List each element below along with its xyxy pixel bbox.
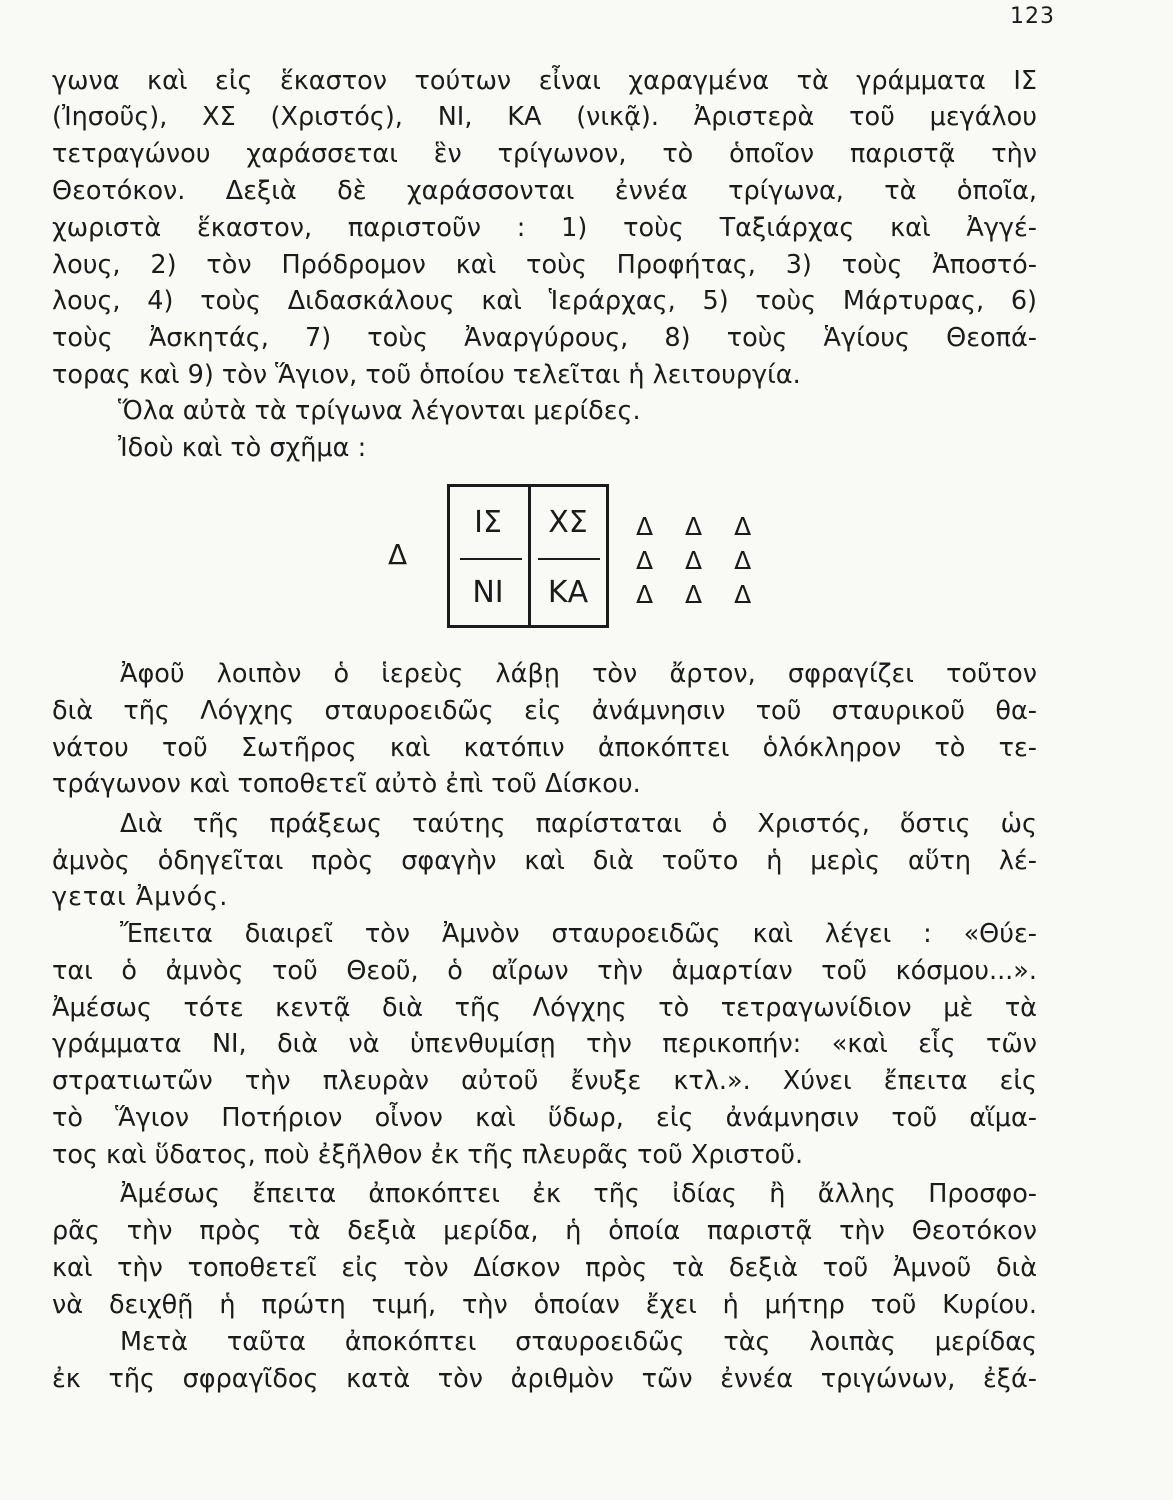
text-line: ἐκ τῆς σφραγῖδος κατὰ τὸν ἀριθμὸν τῶν ἐννέα τριγώνων, ἐξά- — [52, 1364, 1037, 1394]
text-line: ἀμνὸς ὁδηγεῖται πρὸς σφαγὴν καὶ διὰ τοῦτο ἡ μερὶς αὕτη λέ- — [52, 846, 1037, 876]
text-line: λους, 2) τὸν Πρόδρομον καὶ τοὺς Προφήτας, 3) τοὺς Ἀποστό- — [52, 250, 1037, 280]
text-line: στρατιωτῶν τὴν πλευρὰν αὐτοῦ ἔνυξε κτλ.». Χύνει ἔπειτα εἰς — [52, 1066, 1037, 1096]
text-line: διὰ τῆς Λόγχης σταυροειδῶς εἰς ἀνάμνησιν τοῦ σταυρικοῦ θα- — [52, 696, 1037, 726]
triangle-row: Δ Δ Δ — [636, 512, 764, 541]
grid-divider-horizontal — [460, 558, 522, 560]
grid-cell: ΧΣ — [548, 505, 588, 540]
text-line: Ἰδοὺ καὶ τὸ σχῆμα : — [118, 433, 367, 463]
grid-cell: ΚΑ — [547, 575, 589, 610]
grid-cell: ΙΣ — [474, 505, 502, 540]
text-line: λους, 4) τοὺς Διδασκάλους καὶ Ἱεράρχας, 5) τοὺς Μάρτυρας, 6) — [52, 286, 1037, 316]
text-line: Διὰ τῆς πράξεως ταύτης παρίσταται ὁ Χριστός, ὅστις ὡς — [120, 809, 1037, 839]
text-line: ται ὁ ἀμνὸς τοῦ Θεοῦ, ὁ αἴρων τὴν ἁμαρτίαν τοῦ κόσμου...». — [52, 956, 1037, 986]
text-line: γωνα καὶ εἰς ἕκαστον τούτων εἶναι χαραγμένα τὰ γράμματα ΙΣ — [52, 66, 1037, 96]
text-line: (Ἰησοῦς), ΧΣ (Χριστός), ΝΙ, ΚΑ (νικᾷ). Ἀριστερὰ τοῦ μεγάλου — [52, 102, 1037, 132]
text-line: χωριστὰ ἕκαστον, παριστοῦν : 1) τοὺς Ταξιάρχας καὶ Ἀγγέ- — [52, 213, 1037, 243]
text-line: Ἀμέσως ἔπειτα ἀποκόπτει ἐκ τῆς ἰδίας ἢ ἄλλης Προσφο- — [120, 1179, 1037, 1209]
text-line: Ἀφοῦ λοιπὸν ὁ ἱερεὺς λάβῃ τὸν ἄρτον, σφραγίζει τοῦτον — [120, 659, 1037, 689]
page-number: 123 — [1010, 4, 1055, 29]
letter-grid — [447, 484, 609, 628]
text-line: γράμματα ΝΙ, διὰ νὰ ὑπενθυμίσῃ τὴν περικοπήν: «καὶ εἷς τῶν — [52, 1029, 1037, 1059]
triangle-row: Δ Δ Δ — [636, 580, 764, 609]
grid-cell: ΝΙ — [472, 575, 504, 610]
text-line: τετραγώνου χαράσσεται ἓν τρίγωνον, τὸ ὁποῖον παριστᾷ τὴν — [52, 139, 1037, 169]
text-line: Ἀμέσως τότε κεντᾷ διὰ τῆς Λόγχης τὸ τετραγωνίδιον μὲ τὰ — [52, 993, 1037, 1023]
text-line: νάτου τοῦ Σωτῆρος καὶ κατόπιν ἀποκόπτει ὁλόκληρον τὸ τε- — [52, 733, 1037, 763]
text-line: τορας καὶ 9) τὸν Ἅγιον, τοῦ ὁποίου τελεῖται ἡ λειτουργία. — [52, 360, 801, 390]
text-line: Ἔπειτα διαιρεῖ τὸν Ἀμνὸν σταυροειδῶς καὶ λέγει : «Θύε- — [120, 919, 1037, 949]
text-line: Μετὰ ταῦτα ἀποκόπτει σταυροειδῶς τὰς λοιπὰς μερίδας — [120, 1327, 1037, 1357]
text-line: τος καὶ ὕδατος, ποὺ ἐξῆλθον ἐκ τῆς πλευρᾶς τοῦ Χριστοῦ. — [52, 1140, 804, 1170]
text-line: γεται Ἀμνός. — [52, 882, 229, 912]
text-line: τράγωνον καὶ τοποθετεῖ αὐτὸ ἐπὶ τοῦ Δίσκου. — [52, 769, 641, 799]
text-line: ρᾶς τὴν πρὸς τὰ δεξιὰ μερίδα, ἡ ὁποία παριστᾷ τὴν Θεοτόκον — [52, 1216, 1037, 1246]
text-line: νὰ δειχθῇ ἡ πρώτη τιμή, τὴν ὁποίαν ἔχει ἡ μήτηρ τοῦ Κυρίου. — [52, 1290, 1037, 1320]
triangle-row: Δ Δ Δ — [636, 546, 764, 575]
text-line: καὶ τὴν τοποθετεῖ εἰς τὸν Δίσκον πρὸς τὰ δεξιὰ τοῦ Ἀμνοῦ διὰ — [52, 1253, 1037, 1283]
left-triangle: Δ — [388, 538, 408, 571]
text-line: Θεοτόκον. Δεξιὰ δὲ χαράσσονται ἐννέα τρίγωνα, τὰ ὁποῖα, — [52, 176, 1037, 206]
text-line: τὸ Ἅγιον Ποτήριον οἶνον καὶ ὕδωρ, εἰς ἀνάμνησιν τοῦ αἵμα- — [52, 1103, 1037, 1133]
text-line: τοὺς Ἀσκητάς, 7) τοὺς Ἀναργύρους, 8) τοὺς Ἁγίους Θεοπά- — [52, 323, 1037, 353]
grid-divider-horizontal — [538, 558, 600, 560]
text-line: Ὅλα αὐτὰ τὰ τρίγωνα λέγονται μερίδες. — [118, 396, 641, 426]
